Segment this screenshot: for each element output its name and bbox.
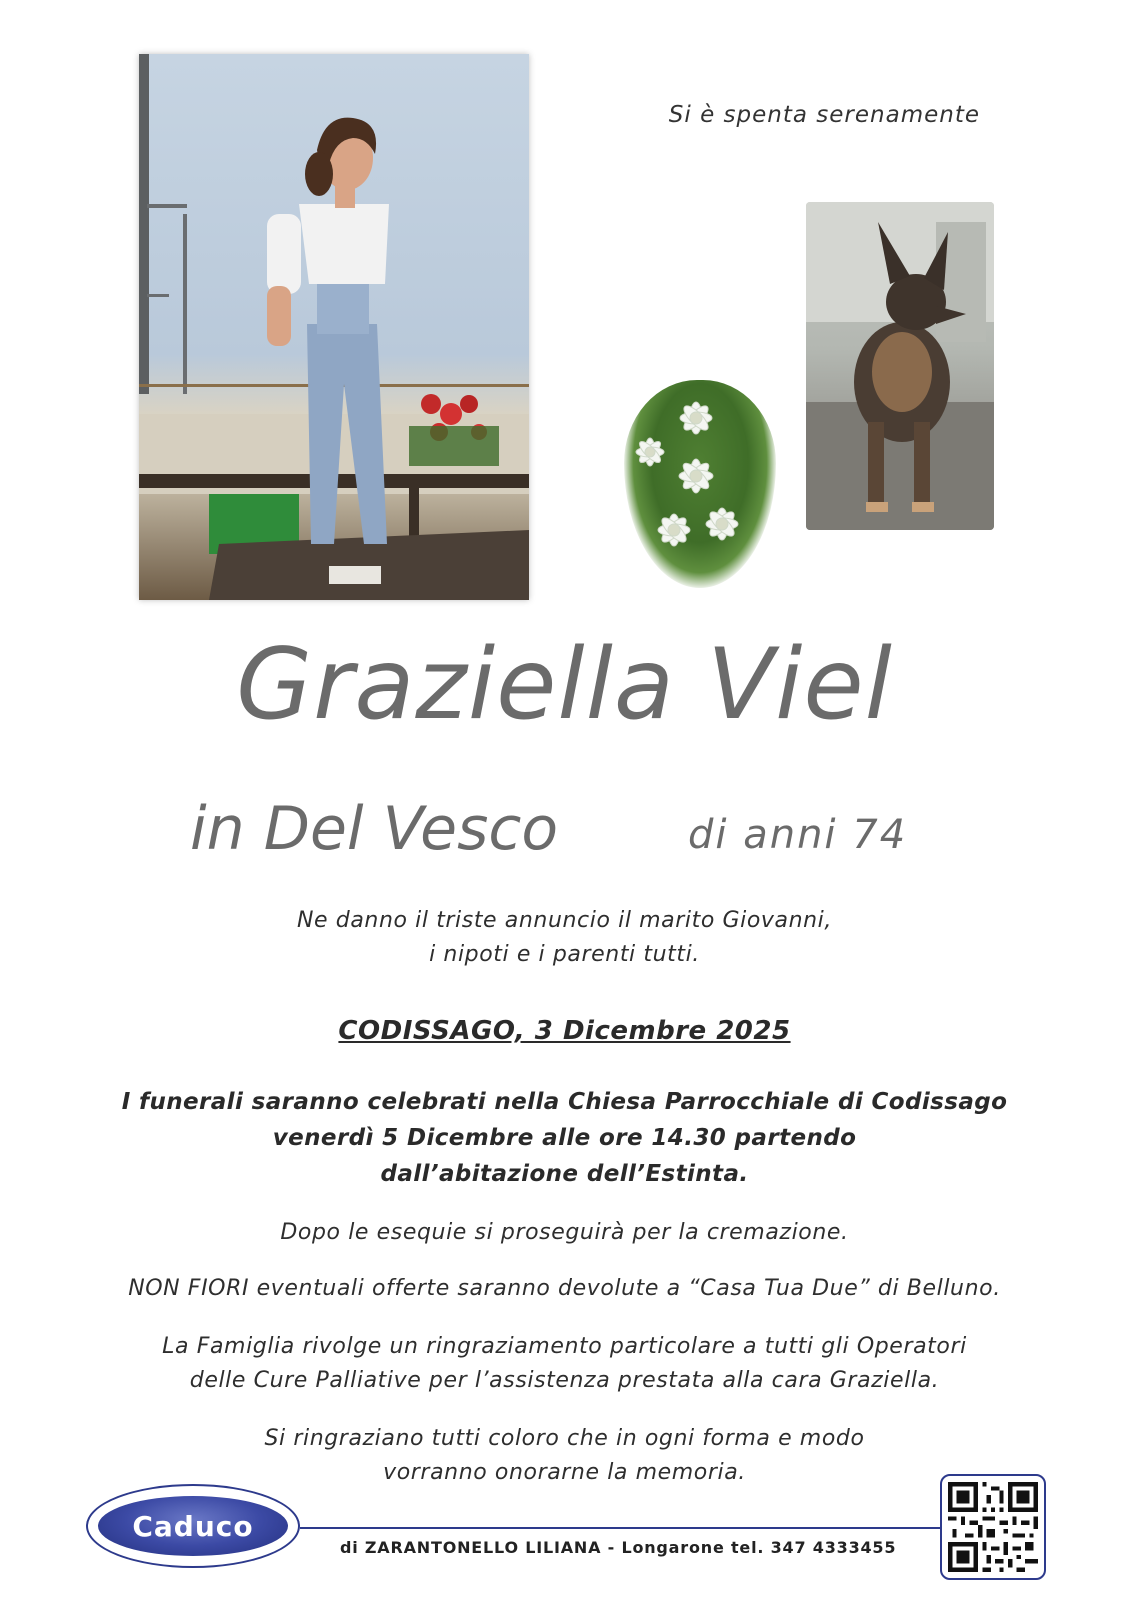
footer-divider (300, 1527, 940, 1529)
edelweiss-illustration (624, 380, 776, 588)
caduco-logo-inner (96, 1494, 290, 1558)
opening-line: Si è spenta serenamente (668, 102, 980, 128)
place-date: CODISSAGO, 3 Dicembre 2025 (338, 1016, 791, 1046)
portrait-photo (139, 54, 529, 600)
announcement-line-1: Ne danno il triste annuncio il marito Giovanni, (297, 908, 832, 933)
married-name-line (160, 794, 980, 874)
cremation-note: Dopo le esequie si proseguirà per la cremazione. (280, 1220, 849, 1245)
qr-code-icon (948, 1482, 1038, 1572)
announcement-line-2: i nipoti e i parenti tutti. (429, 942, 700, 967)
closing-line-2: vorranno onorarne la memoria. (383, 1460, 746, 1485)
closing-note (80, 1422, 1049, 1490)
age-text: di anni 74 (688, 812, 908, 858)
thanks-line-2: delle Cure Palliative per l’assistenza prestata alla cara Graziella. (189, 1368, 940, 1393)
closing-line-1: Si ringraziano tutti coloro che in ogni forma e modo (264, 1426, 865, 1451)
thanks-note (80, 1330, 1049, 1398)
funeral-info (60, 1084, 1069, 1192)
dog-photo (806, 202, 994, 530)
announcement (80, 904, 1049, 972)
dog-photo-illustration (806, 202, 994, 530)
thanks-line-1: La Famiglia rivolge un ringraziamento particolare a tutti gli Operatori (162, 1334, 967, 1359)
funeral-line-2: venerdì 5 Dicembre alle ore 14.30 partendo (272, 1125, 857, 1151)
qr-code (940, 1474, 1046, 1580)
caduco-logo (86, 1484, 300, 1568)
logo-text: Caduco (132, 1509, 254, 1543)
edelweiss-image (624, 380, 776, 588)
funeral-line-3: dall’abitazione dell’Estinta. (380, 1161, 749, 1187)
married-name: in Del Vesco (190, 794, 559, 864)
portrait-photo-illustration (139, 54, 529, 600)
flowers-note: NON FIORI eventuali offerte saranno devolute a “Casa Tua Due” di Belluno. (128, 1276, 1001, 1301)
deceased-name: Graziella Viel (236, 628, 893, 742)
agency-info: di ZARANTONELLO LILIANA - Longarone tel. 347 4333455 (340, 1538, 897, 1557)
funeral-line-1: I funerali saranno celebrati nella Chiesa Parrocchiale di Codissago (121, 1089, 1008, 1115)
